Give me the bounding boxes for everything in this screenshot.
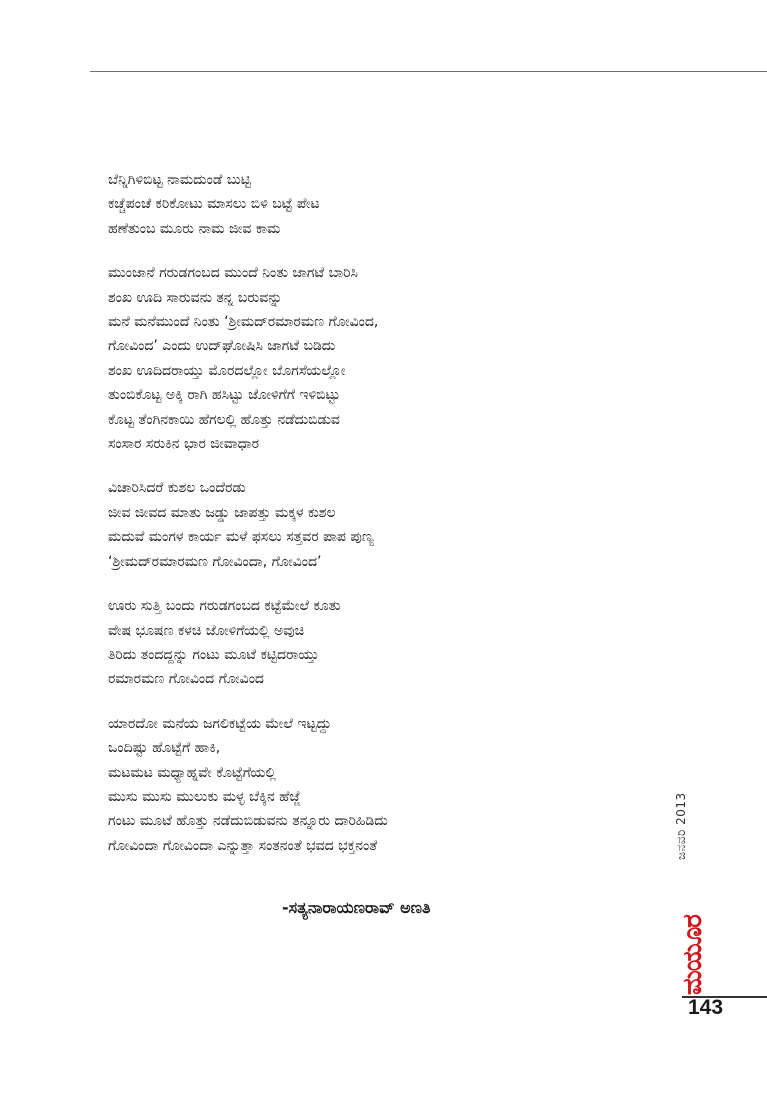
poem-line: ಗೋವಿಂದಾ ಗೋವಿಂದಾ ಎನ್ನುತ್ತಾ ಸಂತನಂತೆ ಭವದ ಭಕ್ತನಂತೆ [108,837,378,854]
poem-line: ಒಂದಿಷ್ಟು ಹೊಟ್ಟೆಗೆ ಹಾಕಿ, [108,740,221,757]
poem-line: ಮುಂಜಾನೆ ಗರುಡಗಂಬದ ಮುಂದೆ ನಿಂತು ಜಾಗಟೆ ಬಾರಿಸಿ [108,265,358,282]
poem-line: ಹಣೆತುಂಬ ಮೂರು ನಾಮ ಜೀವ ಕಾಮ [108,220,281,237]
poem-line: ವೇಷ ಭೂಷಣ ಕಳಚಿ ಜೋಳಿಗೆಯಲ್ಲಿ ಅವುಚಿ [108,622,305,639]
poem-stanza [108,168,628,241]
poem-line: ಊರು ಸುತ್ತಿ ಬಂದು ಗರುಡಗಂಬದ ಕಟ್ಟೆಮೇಲೆ ಕೂತು [108,598,341,615]
poem-line: ಗೋವಿಂದ’ ಎಂದು ಉದ್‌ಘೋಷಿಸಿ ಜಾಗಟೆ ಬಡಿದು [108,338,336,355]
poem-line: ಮದುವೆ ಮಂಗಳ ಕಾರ್ಯ ಮಳೆ ಫಸಲು ಸತ್ತವರ ಪಾಪ ಪುಣ್ಯ [108,529,374,546]
poem-line: ಕಚ್ಚೆಪಂಚೆ ಕರಿಕೋಟು ಮಾಸಲು ಬಿಳಿ ಬಟ್ಟೆ ಪೇಟ [108,196,320,213]
issue-month: ಜನವರಿ [674,829,688,860]
poem-line: ತಿರಿದು ತಂದದ್ದನ್ನು ಗಂಟು ಮೂಟೆ ಕಟ್ಟಿದರಾಯ್ತು [108,646,320,663]
poem-line: ಮುಸು ಮುಸು ಮುಲುಕು ಮಳ್ಳ ಬೆಕ್ಕಿನ ಹೆಜ್ಜೆ [108,788,301,805]
magazine-logo: ಮಯೂರ [678,915,708,995]
poem-line: ಶಂಖ ಊದಿ ಸಾರುವನು ತನ್ನ ಬರುವನ್ನು [108,289,283,306]
poem-line: ಜೀವ ಜೀವದ ಮಾತು ಜಡ್ಡು ಜಾಪತ್ತು ಮಕ್ಕಳ ಕುಶಲ [108,504,336,521]
issue-year: 2013 [674,792,688,825]
poem-line: ರಮಾರಮಣ ಗೋವಿಂದ ಗೋವಿಂದ [108,671,264,688]
issue-date [674,792,689,860]
poem-stanza [108,712,628,858]
poem-line: ಕೊಟ್ಟ ತೆಂಗಿನಕಾಯಿ ಹೆಗಲಲ್ಲಿ ಹೊತ್ತು ನಡೆದುಬಿಡುವ [108,411,340,428]
poem-line: ಮಟಮಟ ಮಧ್ಯಾಹ್ನವೇ ಕೊಟ್ಟೆಗೆಯಲ್ಲಿ [108,764,277,781]
page-number: 143 [688,996,724,1019]
poem-line: ಯಾರದೋ ಮನೆಯ ಜಗಲಿಕಟ್ಟೆಯ ಮೇಲೆ ಇಟ್ಟದ್ದು [108,715,332,732]
poem-body [108,168,628,878]
poem-line: ಸಂಸಾರ ಸರುಕಿನ ಭಾರ ಜೀವಾಧಾರ [108,436,260,453]
header-rule [90,71,767,72]
poem-line: ಬೆನ್ನಿಗಿಳಿಬಿಟ್ಟ ನಾಮದುಂಡೆ ಬುಟ್ಟಿ [108,172,251,188]
poem-stanza [108,476,628,574]
poem-line: ವಿಚಾರಿಸಿದರೆ ಕುಶಲ ಒಂದೆರಡು [108,480,246,497]
poem-stanza [108,594,628,692]
poem-line: ಶಂಖ ಊದಿದರಾಯ್ತು ಮೊರದಲ್ಲೋ ಬೊಗಸೆಯಲ್ಲೋ [108,362,346,379]
poem-line: ಮನೆ ಮನೆಮುಂದೆ ನಿಂತು ‘ಶ್ರೀಮದ್‌ರಮಾರಮಣ ಗೋವಿಂದ, [108,314,379,331]
poem-line: ‘ಶ್ರೀಮದ್‌ರಮಾರಮಣ ಗೋವಿಂದಾ, ಗೋವಿಂದ’ [108,553,322,570]
poem-author: -ಸತ್ಯನಾರಾಯಣರಾವ್ ಅಣತಿ [282,898,431,917]
poem-line: ಗಂಟು ಮೂಟೆ ಹೊತ್ತು ನಡೆದುಬಿಡುವನು ತನ್ನೂರು ದಾರಿಹಿಡಿದು [108,813,388,830]
poem-stanza [108,261,628,456]
poem-line: ತುಂಬಿಕೊಟ್ಟ ಅಕ್ಕಿ ರಾಗಿ ಹಸಿಟ್ಟು ಜೋಳಿಗೆಗೆ ಇಳಿಬಿಟ್ಟು [108,387,341,404]
